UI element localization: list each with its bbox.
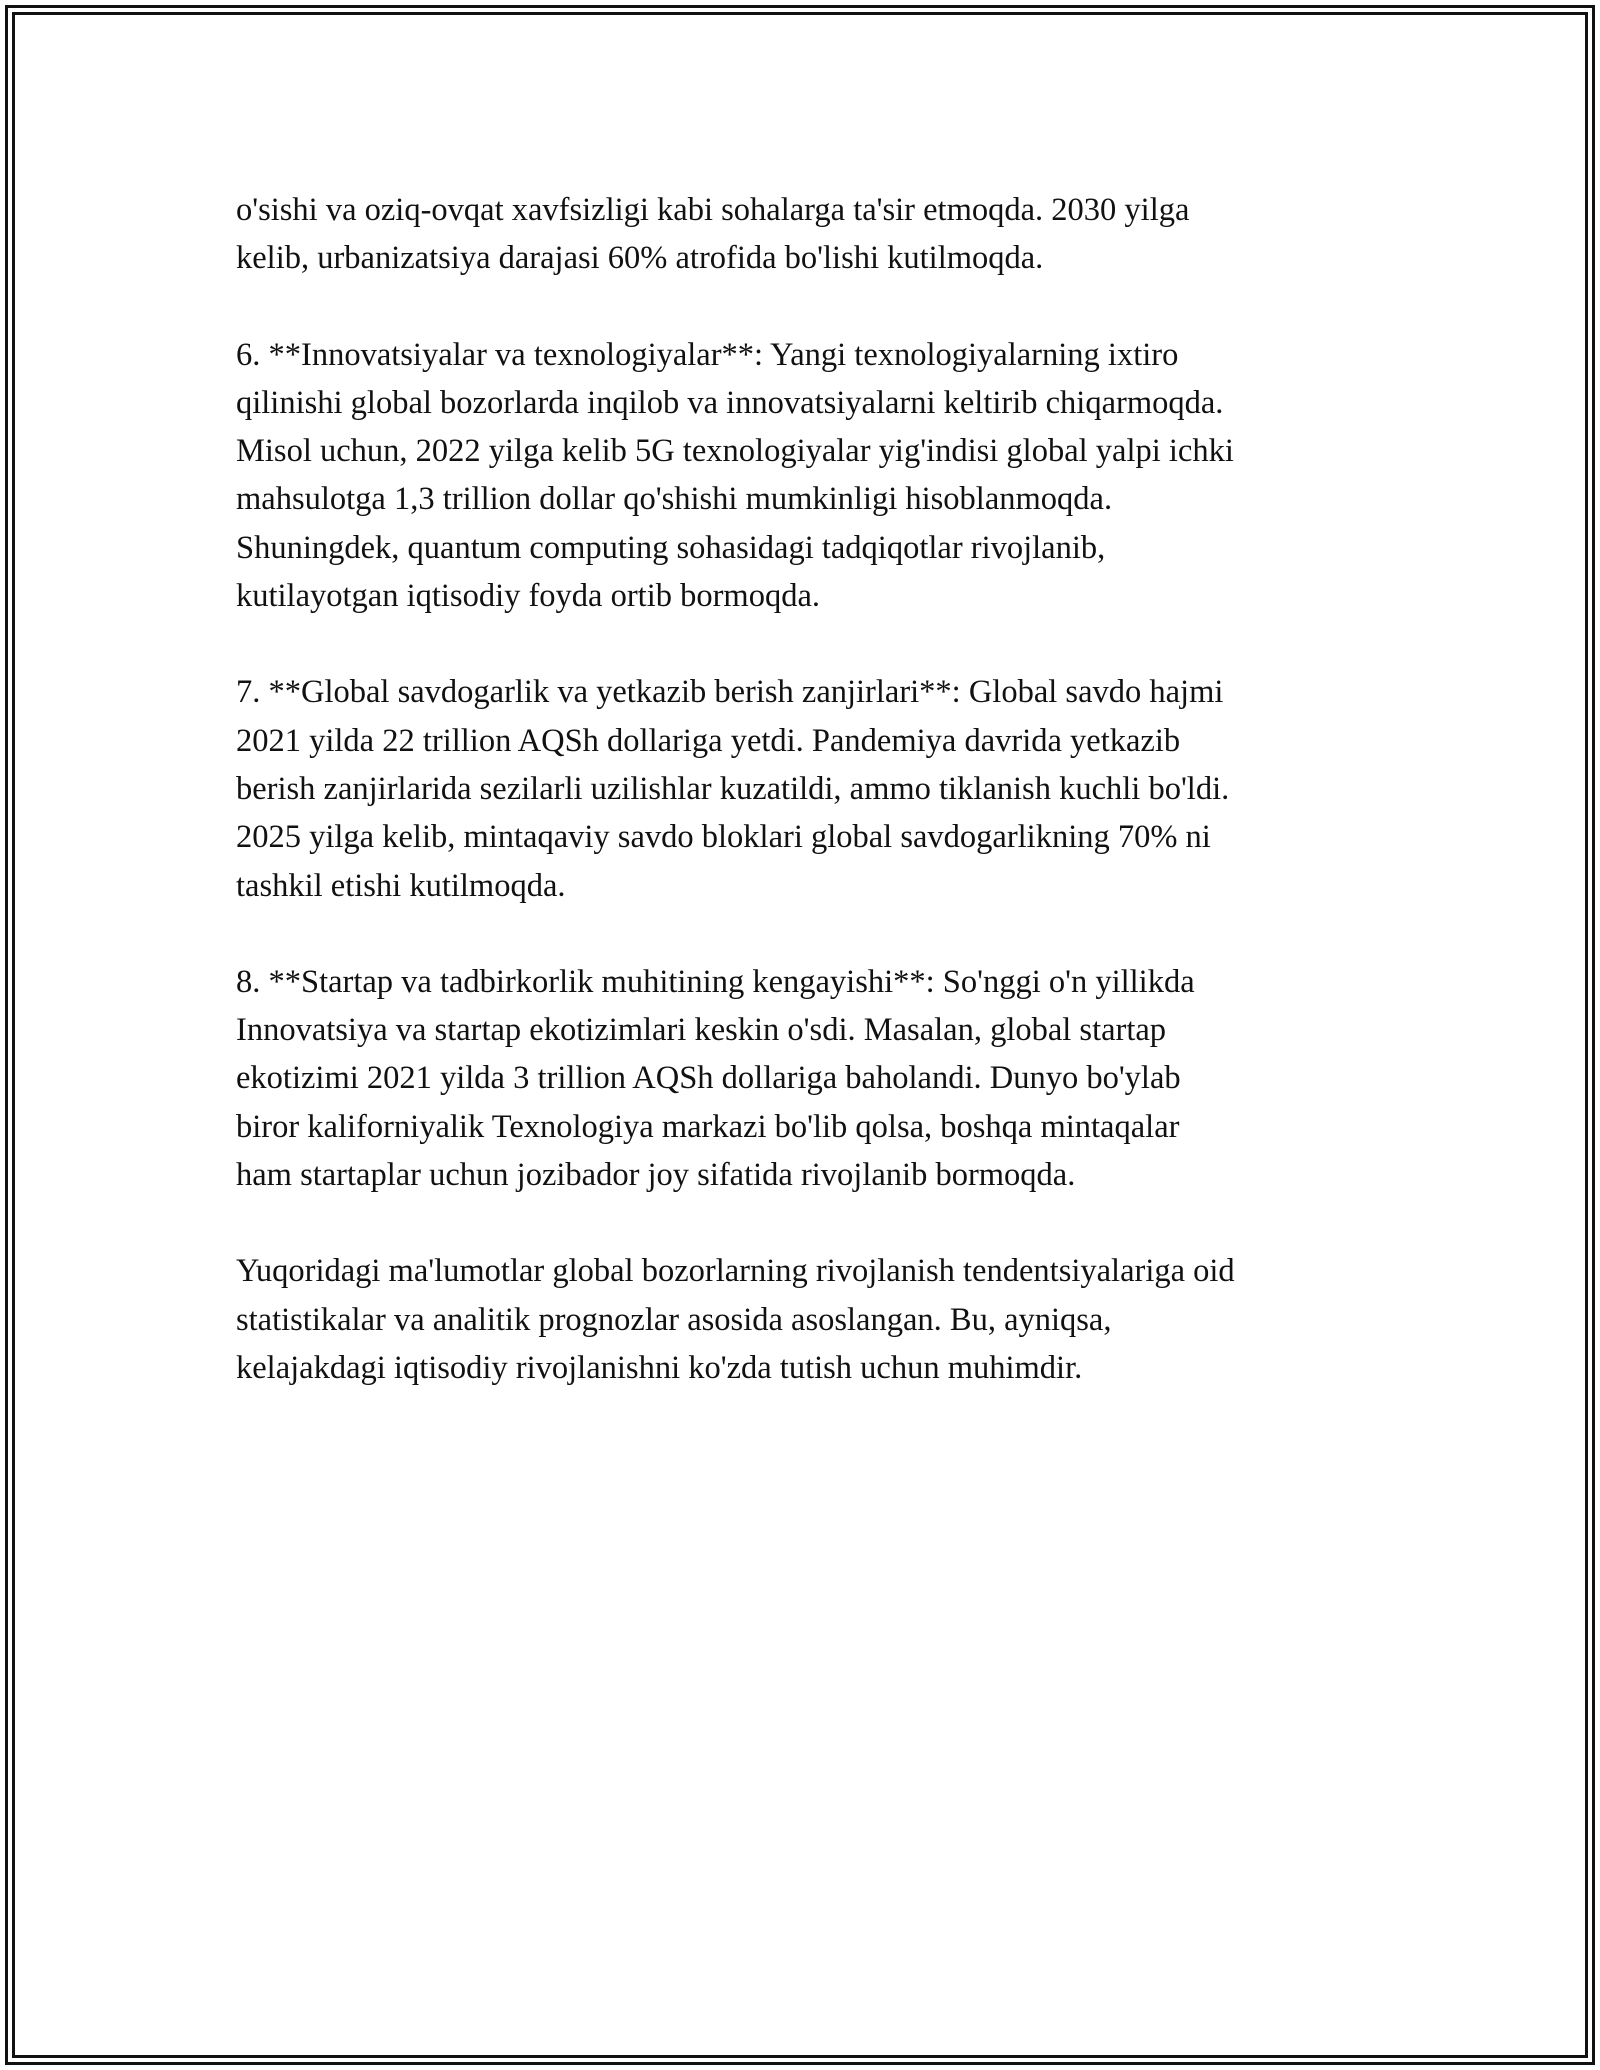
paragraph-urbanization-continued: o'sishi va oziq-ovqat xavfsizligi kabi sohalarga ta'sir etmoqda. 2030 yilga kelib, urbanizatsiya darajasi 60% atrofida bo'lishi kutilmoqda. [236, 192, 1190, 277]
paragraph-conclusion: Yuqoridagi ma'lumotlar global bozorlarning rivojlanish tendentsiyalariga oid statistikalar va analitik prognozlar asosida asoslangan. Bu, ayniqsa, kelajakdagi iqtisodiy rivojlanishni ko'zda tutish uchun muhimdir. [236, 1253, 1235, 1386]
document-body [236, 186, 1386, 1440]
paragraph-global-trade: 7. **Global savdogarlik va yetkazib berish zanjirlari**: Global savdo hajmi 2021 yilda 22 trillion AQSh dollariga yetdi. Pandemiya davrida yetkazib berish zanjirlarida sezilarli uzilishlar kuzatildi, ammo tiklanish kuchli bo'ldi. 2025 yilga kelib, mintaqaviy savdo bloklari global savdogarlikning 70% ni tashkil etishi kutilmoqda. [236, 674, 1230, 904]
paragraph-startups: 8. **Startap va tadbirkorlik muhitining kengayishi**: So'nggi o'n yillikda Innovatsiya va startap ekotizimlari keskin o'sdi. Masalan, global startap ekotizimi 2021 yilda 3 trillion AQSh dollariga baholandi. Dunyo bo'ylab biror kaliforniyalik Texnologiya markazi bo'lib qolsa, boshqa mintaqalar ham startaplar uchun jozibador joy sifatida rivojlanib bormoqda. [236, 963, 1195, 1194]
paragraph-innovations: 6. **Innovatsiyalar va texnologiyalar**: Yangi texnologiyalarning ixtiro qilinishi global bozorlarda inqilob va innovatsiyalarni keltirib chiqarmoqda. Misol uchun, 2022 yilga kelib 5G texnologiyalar yig'indisi global yalpi ichki mahsulotga 1,3 trillion dollar qo'shishi mumkinligi hisoblanmoqda. Shuningdek, quantum computing sohasidagi tadqiqotlar rivojlanib, kutilayotgan iqtisodiy foyda ortib bormoqda. [236, 336, 1234, 615]
